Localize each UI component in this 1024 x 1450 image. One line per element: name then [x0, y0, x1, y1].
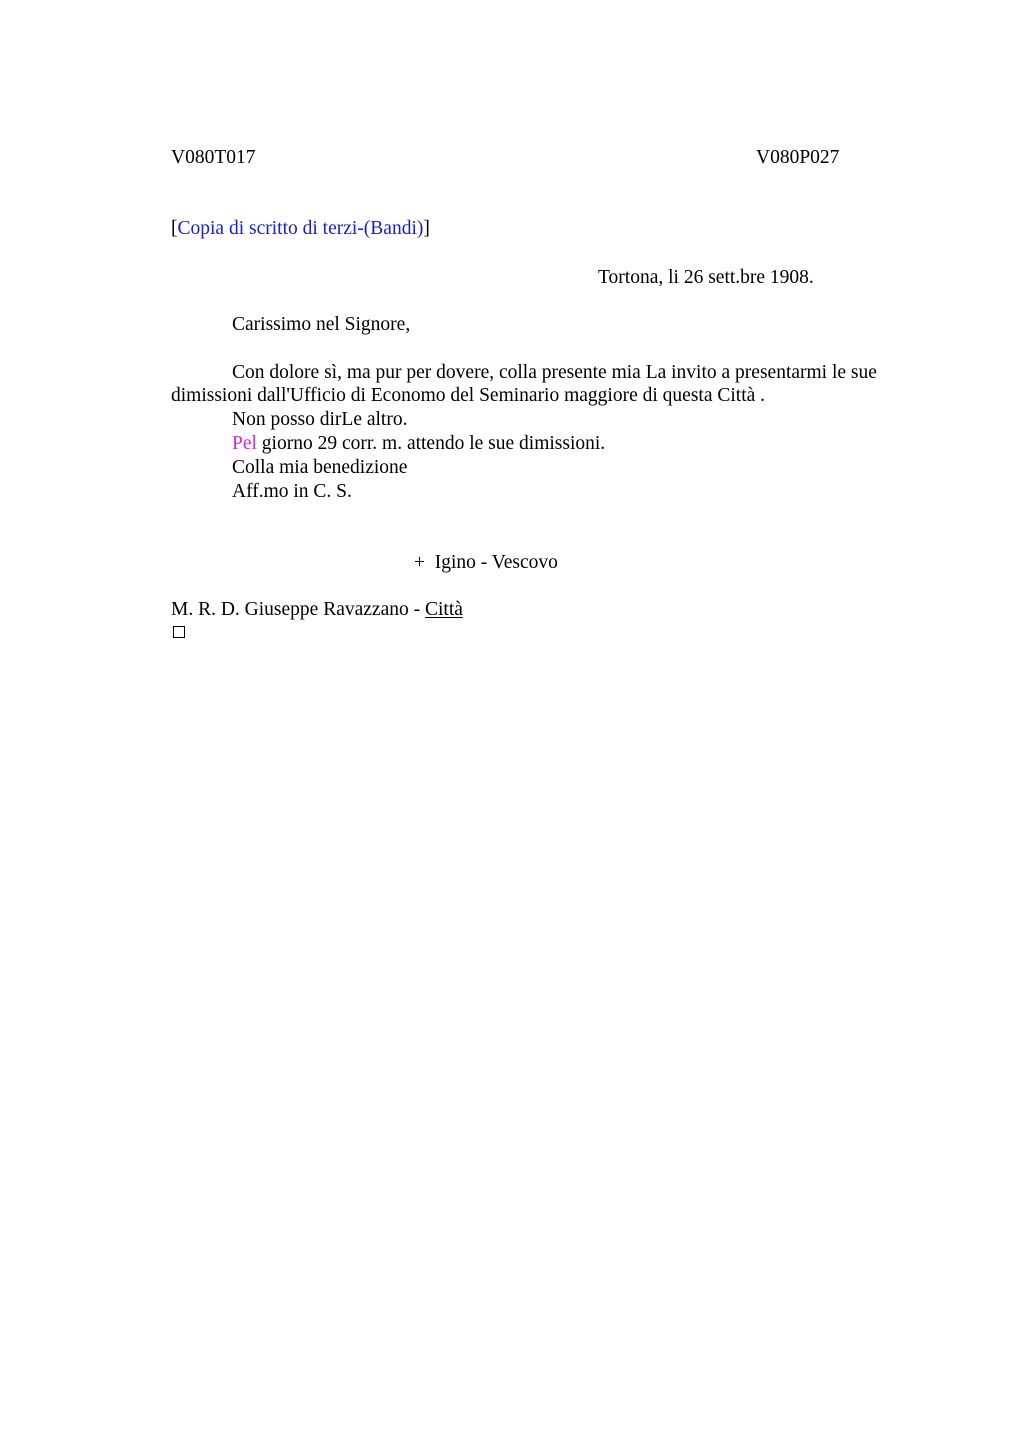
note-text: Copia di scritto di terzi-(Bandi) — [177, 218, 424, 239]
editorial-note — [171, 217, 430, 241]
paragraph-line-2: dimissioni dall'Ufficio di Economo del Seminario maggiore di questa Città . — [171, 385, 766, 406]
doc-code-left: V080T017 — [171, 147, 256, 168]
paragraph-line-4 — [232, 432, 605, 456]
recipient-city: Città — [424, 599, 463, 620]
salutation: Carissimo nel Signore, — [232, 314, 411, 335]
place-date: Tortona, li 26 sett.bre 1908. — [598, 267, 814, 288]
paragraph-line-1: Con dolore sì, ma pur per dovere, colla presente mia La invito a presentarmi le sue — [232, 362, 877, 383]
doc-code-right: V080P027 — [756, 147, 840, 168]
pel-rest: giorno 29 corr. m. attendo le sue dimissioni. — [256, 433, 606, 454]
pel-word: Pel — [232, 433, 257, 454]
closing: Aff.mo in C. S. — [232, 481, 352, 502]
paragraph-line-3: Non posso dirLe altro. — [232, 409, 408, 430]
note-open-bracket: [ — [171, 218, 178, 239]
recipient-name: M. R. D. Giuseppe Ravazzano - — [171, 599, 425, 620]
signature: + Igino - Vescovo — [414, 552, 558, 573]
benediction: Colla mia benedizione — [232, 457, 408, 478]
empty-box-icon — [173, 626, 185, 638]
recipient — [171, 598, 463, 622]
note-close-bracket: ] — [423, 218, 430, 239]
